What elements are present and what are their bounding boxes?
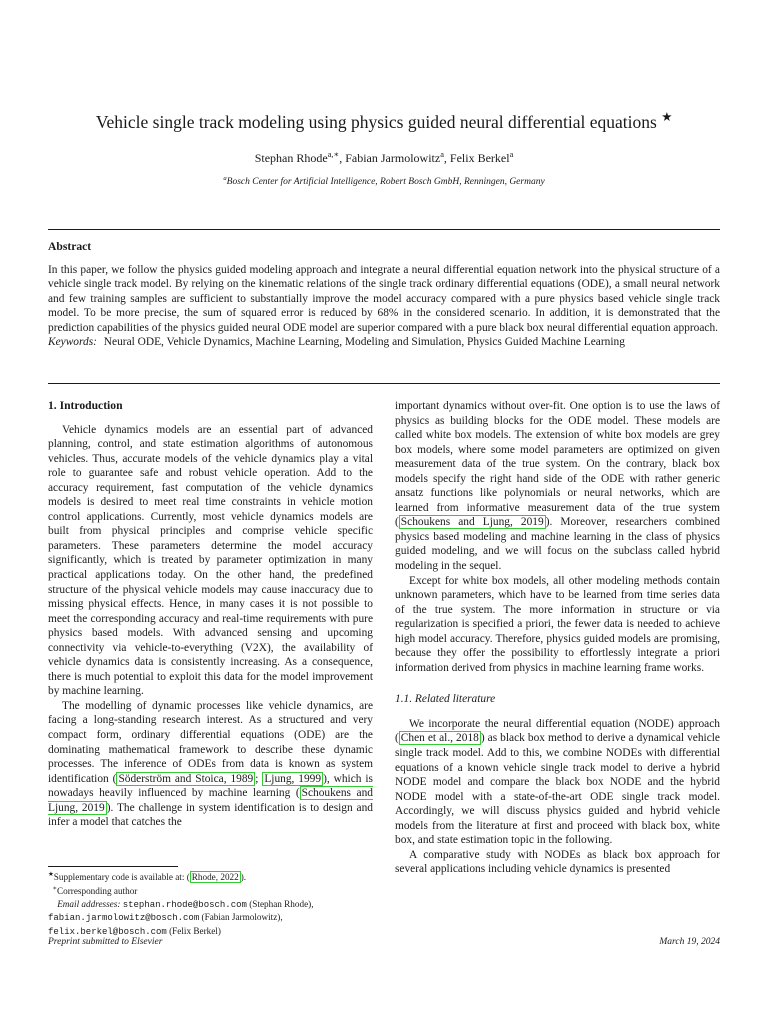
top-rule [48, 229, 720, 230]
left-column [48, 399, 373, 830]
related-paragraph-1: We incorporate the neural differential equation (NODE) approach ( Chen et al., 2018 ) as black box method to derive a dynamical vehicle single track model. Add to this, we combine NODEs with differential equations of a known vehicle single track model to derive a hybrid NODE model and compare the black box NODE and the hybrid NODE model with a state-of-the-art ODE single track model. Accordingly, we will discuss physics guided and hybrid vehicle models from the literature at first and proceed with black box, white box, and state estimation topic in the following. [395, 717, 720, 847]
author-name: Stephan Rhode [254, 151, 328, 165]
intro-paragraph-1: Vehicle dynamics models are an essential part of advanced planning, control, and state estimation algorithms of autonomous vehicles. Thus, accurate models of the vehicle dynamics play a vital role to guarantee safe and robust vehicle operation. Add to the accuracy requirement, fast computation of the vehicle dynamics models is desired to meet real time constraints in vehicle motion control applications. Currently, most vehicle dynamics models are built from physical principles and comprise vehicle specific parameters. These parameters determine the model accuracy significantly, which is treated by parameter optimization in many practical applications today. On the other hand, the predefined structure of the physical vehicle models may cause inaccuracy due to missing physical effects. Hence, in many cases it is not possible to meet the corresponding accuracy and real-time requirements with pure physics based models. With advanced sensing and upcoming connectivity via vehicle-to-everything (V2X), the availability of vehicle dynamics data is consistently increasing. As a consequence, there is much potential to exploit this data for the model improvement by machine learning. [48, 423, 373, 698]
title-text: Vehicle single track modeling using physics guided neural differential equations [95, 111, 657, 132]
footnote-corresponding: ∗Corresponding author [52, 885, 138, 897]
footnote-star: ★Supplementary code is available at: ( Rhode, 2022 ). [48, 871, 247, 883]
keywords-line [48, 335, 720, 350]
abstract-section [48, 240, 720, 350]
email-address[interactable]: fabian.jarmolowitz@bosch.com [48, 913, 200, 924]
author-sup: a,∗ [327, 150, 340, 159]
author-name: Fabian Jarmolowitz [345, 151, 441, 165]
citation-link[interactable]: Rhode, 2022 [191, 872, 239, 883]
footnote-rule [48, 866, 178, 867]
abstract-bottom-rule [48, 383, 720, 384]
affiliation-text: Bosch Center for Artificial Intelligence, Robert Bosch GmbH, Renningen, Germany [226, 177, 545, 188]
author-name: Felix Berkel [449, 151, 510, 165]
email-address[interactable]: stephan.rhode@bosch.com [122, 899, 247, 910]
footnote-emails: Email addresses: stephan.rhode@bosch.com (Stephan Rhode), [57, 898, 314, 910]
citation-link[interactable]: Ljung, 1999 [264, 772, 322, 785]
related-paragraph-2: A comparative study with NODEs as black box approach for several applications including vehicle dynamics is presented [395, 848, 720, 876]
footnotes: ★Supplementary code is available at: ( Rhode, 2022 ). ∗Corresponding author Email addresses: stephan.rhode@bosch.com (Stephan Rhode), fabian.jarmolowitz@bosch.com (Fabian Jarmolowitz), felix.berkel@bosch.com (Felix Berkel) [48, 869, 373, 938]
affiliation-sup: a [223, 175, 227, 182]
paper-title [0, 106, 768, 133]
date-note: March 19, 2024 [659, 937, 720, 947]
abstract-heading: Abstract [48, 240, 92, 253]
footnote-star-mark: ★ [48, 871, 54, 878]
email-address[interactable]: felix.berkel@bosch.com [48, 926, 167, 937]
intro-paragraph-3: important dynamics without over-fit. One option is to use the laws of physics as building blocks for the ODE model. These models are called white box models. The extension of white box models are grey box models, where some model parameters are optimized on given measurement data of the true system. On the contrary, black box models specify the right hand side of the ODE with rather generic ansatz functions like polynomials or neural networks, which are learned from informative measurement data of the true system ( Schoukens and Ljung, 2019 ). Moreover, researchers combined physics based modeling and machine learning in the class of physics guided modeling, and we will focus on the subclass called hybrid modeling in the sequel. [395, 400, 721, 573]
citation-link[interactable]: Schoukens and Ljung, 2019 [48, 787, 373, 814]
section-heading: 1. Introduction [48, 399, 123, 412]
citation-link[interactable]: Söderström and Stoica, 1989 [118, 772, 254, 785]
abstract-text: In this paper, we follow the physics guided modeling approach and integrate a neural differential equation network into the physical structure of a vehicle single track model. By relying on the kinematic relations of the single track ordinary differential equations (ODE), a small neural network and few training samples are sufficient to substantially improve the model accuracy compared with a pure physics based vehicle single track model. To be more precise, the sum of squared error is reduced by 68% in the considered scenario. In addition, it is demonstrated that the prediction capabilities of the physics guided neural ODE model are superior compared with a pure black box neural differential equation approach. [48, 263, 720, 334]
keywords-text: Neural ODE, Vehicle Dynamics, Machine Learning, Modeling and Simulation, Physics Guided Machine Learning [103, 336, 625, 348]
author-list: Stephan Rhode$^{a,∗}$, Fabian Jarmolowitz$^a$, Felix Berkel$^a$ [254, 150, 514, 165]
affiliation [0, 175, 768, 187]
author-sup: a [440, 150, 444, 159]
right-column [395, 399, 720, 877]
intro-paragraph-2: The modelling of dynamic processes like vehicle dynamics, are facing a long-standing research interest. As a structured and very compact form, ordinary differential equations (ODE) are the dominating mathematical framework to describe these dynamic processes. The inference of ODEs from data is known as system identification ( Söderström and Stoica, 1989 ; Ljung, 1999 ), which is nowadays heavily influenced by machine learning ( Schoukens and Ljung, 2019 ). The challenge in system identification is to design and infer a model that catches the [48, 699, 373, 829]
preprint-note: Preprint submitted to Elsevier [48, 937, 163, 947]
intro-paragraph-4: Except for white box models, all other modeling methods contain unknown parameters, which have to be learned from time series data of the true system. The more information in structure or via regularization is specified a priori, the fewer data is needed to achieve high model accuracy. Therefore, physics guided models are promising, because they offer the possibility to effortlessly integrate a priori information derived from physics in machine learning frame works. [395, 574, 720, 674]
keywords-label: Keywords: [48, 336, 97, 348]
citation-link[interactable]: Schoukens and Ljung, 2019 [400, 516, 544, 529]
author-sup: a [509, 150, 514, 159]
citation-link[interactable]: Chen et al., 2018 [400, 732, 479, 745]
subsection-heading: 1.1. Related literature [395, 693, 496, 706]
title-star-mark: ★ [661, 110, 673, 124]
